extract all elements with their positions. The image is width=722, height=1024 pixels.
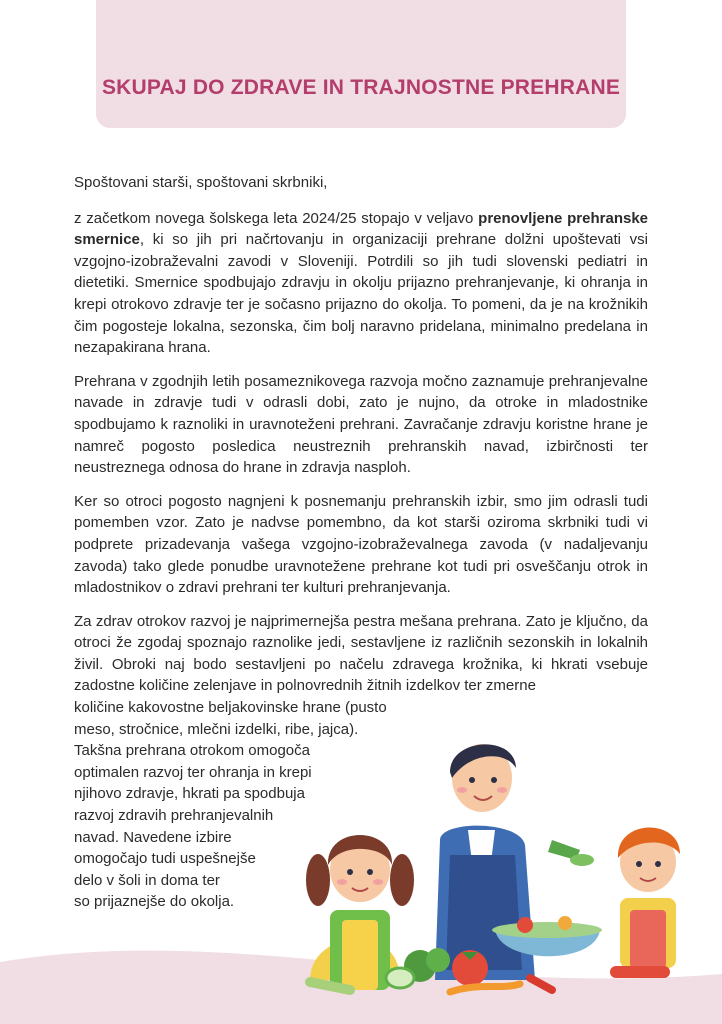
paragraph-1-start: z začetkom novega šolskega leta 2024/25 stopajo v veljavo	[74, 209, 479, 227]
paragraph-1-end: , ki so jih pri načrtovanju in organizaciji prehrane dolžni upoštevati vsi vzgojno-izobraževalni zavodi v Sloveniji. Potrdili so jih tudi slovenski pediatri in dietetiki. Smernice spodbujajo zdravju in okolju prijazno prehranjevanje, ki ohranja in krepi otrokovo zdravje ter je sočasno prijazno do okolja. To pomeni, da je na krožnikih čim pogosteje lokalna, sezonska, čim bolj naravno pridelana, minimalno predelana in nezapakirana hrana.	[74, 231, 648, 357]
text-line: optimalen razvoj ter ohranja in krepi	[74, 763, 312, 781]
text-line: so prijaznejše do okolja.	[74, 893, 235, 911]
text-line: Takšna prehrana otrokom omogoča	[74, 742, 310, 760]
text-line: količine kakovostne beljakovinske hrane (pusto	[74, 699, 387, 717]
paragraph-1	[74, 208, 648, 359]
greeting: Spoštovani starši, spoštovani skrbniki,	[74, 174, 328, 191]
text-line: razvoj zdravih prehranjevalnih	[74, 807, 274, 825]
text-line: njihovo zdravje, hkrati pa spodbuja	[74, 785, 305, 803]
text-line: delo v šoli in doma ter	[74, 871, 220, 889]
paragraph-2: Prehrana v zgodnjih letih posameznikovega razvoja močno zaznamuje prehranjevalne navade in zdravje tudi v odrasli dobi, zato je nujno, da otroke in mladostnike spodbujamo k raznoliki in uravnoteženi prehrani. Zavračanje zdravju koristne hrane je namreč pogosto posledica neustreznih prehranskih navad, izbirčnosti ter neustreznega odnosa do hrane in zdravja nasploh.	[74, 372, 648, 477]
paragraph-4: Za zdrav otrokov razvoj je najprimernejša pestra mešana prehrana. Zato je ključno, da otroci že zgodaj spoznajo raznolike jedi, sestavljene iz različnih sezonskih in lokalnih živil. Obroki naj bodo sestavljeni po načelu zdravega krožnika, ki hkrati vsebuje zadostne količine zelenjave in polnovrednih žitnih izdelkov ter zmerne	[74, 612, 648, 695]
boy-figure	[618, 827, 680, 968]
text-line: navad. Navedene izbire	[74, 828, 232, 846]
text-line: omogočajo tudi uspešnejše	[74, 850, 256, 868]
paragraph-3: Ker so otroci pogosto nagnjeni k posnemanju prehranskih izbir, smo jim odrasli tudi pomemben vzor. Zato je nadvse pomembno, da kot starši oziroma skrbniki tudi vi podprete prizadevanja vašega vzgojno-izobraževalnega zavoda (v nadaljevanju zavoda) tako glede ponudbe uravnotežene prehrane kot tudi pri osveščanju otrok in mladostnikov o zdravi prehrani ter kulturi prehranjevanja.	[74, 492, 648, 597]
family-cooking-illustration	[290, 720, 720, 1020]
text-line: meso, stročnice, mlečni izdelki, ribe, jajca).	[74, 720, 359, 738]
page-title: SKUPAJ DO ZDRAVE IN TRAJNOSTNE PREHRANE	[101, 76, 621, 99]
header-band	[96, 0, 626, 128]
guidelines-highlight: prenovljene prehranske smernice	[74, 209, 649, 249]
